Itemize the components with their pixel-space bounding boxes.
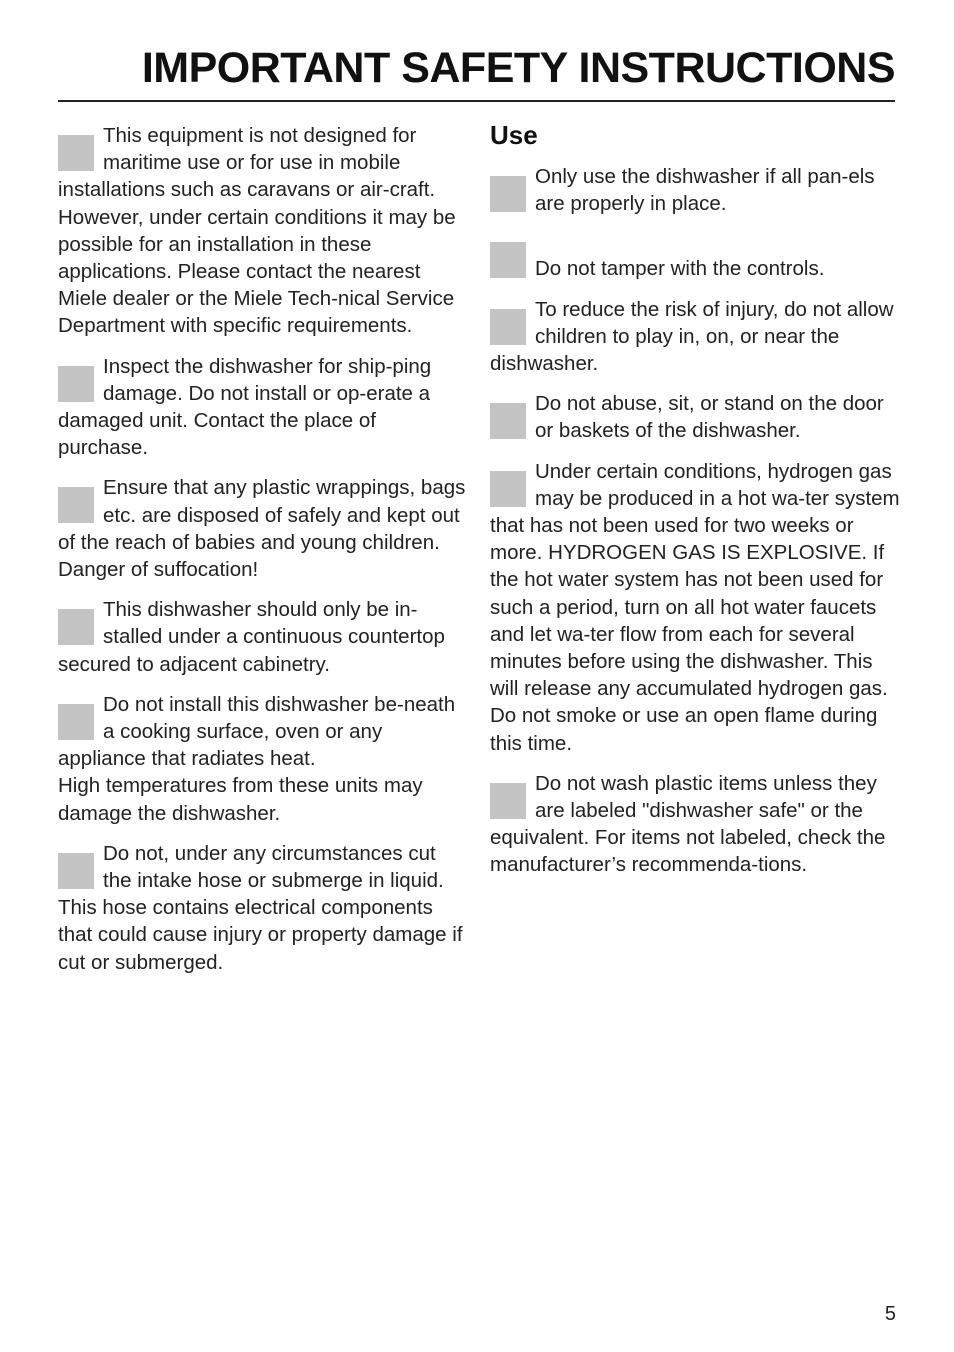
safety-item-text-continued: High temperatures from these units may damage the dishwasher. [58, 774, 423, 825]
safety-item-text: Do not, under any circumstances cut the intake hose or submerge in liquid. This hose contains electrical components that could cause injury or property damage if cut or submerged. [58, 841, 463, 974]
title-divider [58, 100, 895, 102]
square-bullet-icon [58, 366, 94, 402]
square-bullet-icon [58, 609, 94, 645]
square-bullet-icon [490, 471, 526, 507]
page-title: IMPORTANT SAFETY INSTRUCTIONS [141, 44, 895, 92]
left-column [58, 122, 468, 989]
safety-item [490, 458, 900, 757]
page-number: 5 [884, 1303, 896, 1325]
square-bullet-icon [490, 403, 526, 439]
safety-item [58, 122, 468, 340]
square-bullet-icon [58, 853, 94, 889]
square-bullet-icon [490, 309, 526, 345]
safety-item [490, 163, 900, 217]
safety-item-text: Do not tamper with the controls. [535, 257, 825, 281]
safety-item-text: Inspect the dishwasher for ship-ping damage. Do not install or op-erate a damaged unit. Contact the place of purchase. [58, 354, 432, 460]
safety-item [58, 691, 468, 827]
safety-item [490, 296, 900, 378]
safety-item-text: Under certain conditions, hydrogen gas may be produced in a hot wa-ter system that has not been used for two weeks or more. HYDROGEN GAS IS EXPLOSIVE. If the hot water system has not been used for such a period, turn on all hot water faucets and let wa-ter flow from each for several minutes before using the dishwasher. This will release any accumulated hydrogen gas. Do not smoke or use an open flame during this time. [490, 459, 900, 755]
square-bullet-icon [58, 704, 94, 740]
safety-item-text: Ensure that any plastic wrappings, bags etc. are disposed of safely and kept out of the reach of babies and young children. Danger of suffocation! [58, 476, 466, 582]
safety-item [490, 243, 900, 282]
safety-item-text: This dishwasher should only be in-stalled under a continuous countertop secured to adjacent cabinetry. [58, 598, 445, 676]
safety-item-text: Do not wash plastic items unless they are labeled "dishwasher safe" or the equivalent. For items not labeled, check the manufacturer’s recommenda-tions. [490, 771, 886, 877]
safety-item-text: Do not install this dishwasher be-neath a cooking surface, oven or any appliance that radiates heat. [58, 692, 456, 771]
safety-item [58, 840, 468, 976]
square-bullet-icon [58, 135, 94, 171]
safety-item [58, 474, 468, 583]
safety-item-text: Do not abuse, sit, or stand on the door or baskets of the dishwasher. [535, 392, 884, 443]
safety-item [58, 596, 468, 678]
safety-item [490, 390, 900, 444]
square-bullet-icon [58, 487, 94, 523]
square-bullet-icon [490, 242, 526, 278]
right-column [490, 118, 900, 892]
safety-item-text: Only use the dishwasher if all pan-els are properly in place. [535, 165, 875, 216]
safety-item [490, 770, 900, 879]
safety-item-text: To reduce the risk of injury, do not allow children to play in, on, or near the dishwasher. [490, 297, 894, 376]
safety-item [58, 353, 468, 462]
square-bullet-icon [490, 783, 526, 819]
safety-item-text: This equipment is not designed for maritime use or for use in mobile installations such as caravans or air-craft. However, under certain conditions it may be possible for an installation in these applications. Please contact the nearest Miele dealer or the Miele Tech-nical Service Department with specific requirements. [58, 124, 456, 338]
square-bullet-icon [490, 176, 526, 212]
section-heading-use: Use [490, 120, 538, 150]
